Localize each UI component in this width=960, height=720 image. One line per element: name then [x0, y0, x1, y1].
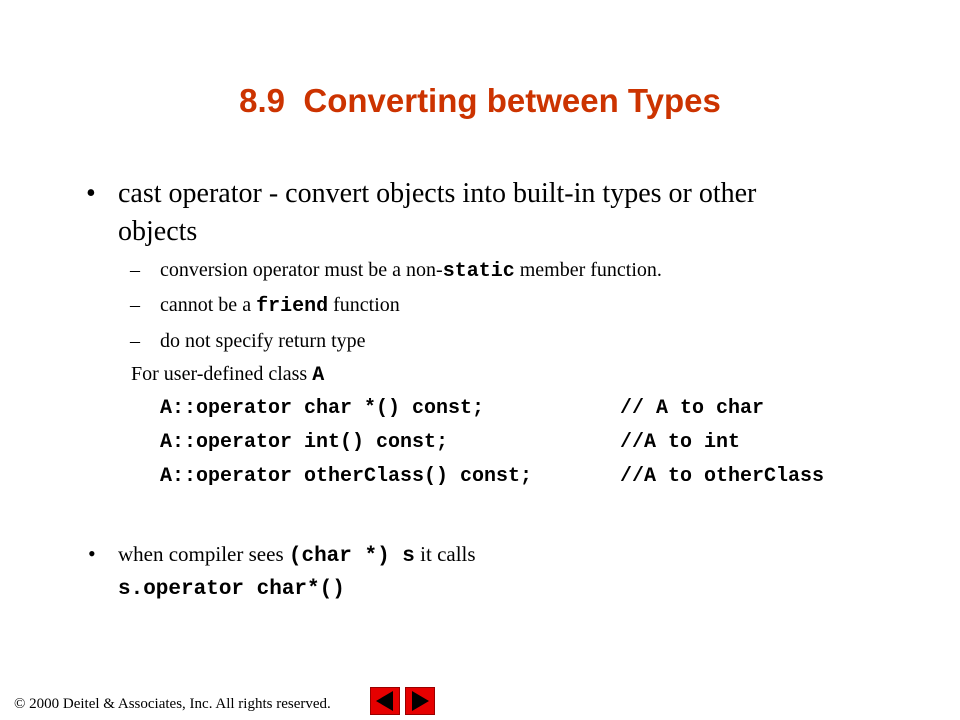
user-defined-class-line [131, 362, 324, 388]
subpoint-friend [160, 293, 400, 319]
subpoint-text: do not specify return type [160, 330, 366, 352]
user-defined-text: For user-defined class [131, 363, 313, 385]
subpoint-dash: – [130, 259, 140, 281]
subpoint-text: cannot be a [160, 294, 257, 316]
bullet-text: when compiler sees [118, 542, 289, 566]
subpoint-text: member function. [514, 259, 662, 281]
subpoint-non-static [160, 258, 662, 284]
subpoint-dash: – [130, 294, 140, 316]
subpoint-dash: – [130, 330, 140, 352]
operator-call-code: s.operator char*() [118, 578, 345, 601]
left-arrow-icon [371, 688, 399, 714]
bullet-text-line-1: cast operator - convert objects into built-in types or other [118, 178, 757, 209]
code-line-int: A::operator int() const; [160, 431, 449, 454]
code-line-char: A::operator char *() const; [160, 397, 485, 420]
bullet-code: (char *) s [288, 545, 415, 568]
subpoint-code: friend [256, 295, 329, 318]
slide-title: 8.9 Converting between Types [239, 82, 721, 119]
bullet-marker-2: • [88, 541, 96, 566]
bullet-marker: • [86, 178, 96, 209]
user-defined-code: A [312, 364, 325, 387]
subpoint-code: static [442, 260, 515, 283]
subpoint-return-type [160, 329, 366, 353]
code-comment-int: //A to int [620, 431, 741, 454]
copyright-footer: © 2000 Deitel & Associates, Inc. All rights reserved. [14, 696, 331, 712]
code-comment-otherclass: //A to otherClass [620, 465, 825, 488]
bullet-text-line-2: objects [118, 216, 198, 247]
subpoint-text: function [328, 294, 400, 316]
bullet-compiler-line [118, 542, 476, 569]
subpoint-text: conversion operator must be a non- [160, 259, 443, 281]
bullet-text: it calls [414, 542, 476, 566]
code-line-otherclass: A::operator otherClass() const; [160, 465, 533, 488]
code-comment-char: // A to char [620, 397, 765, 420]
previous-slide-button[interactable] [370, 687, 400, 715]
next-slide-button[interactable] [405, 687, 435, 715]
right-arrow-icon [406, 688, 434, 714]
